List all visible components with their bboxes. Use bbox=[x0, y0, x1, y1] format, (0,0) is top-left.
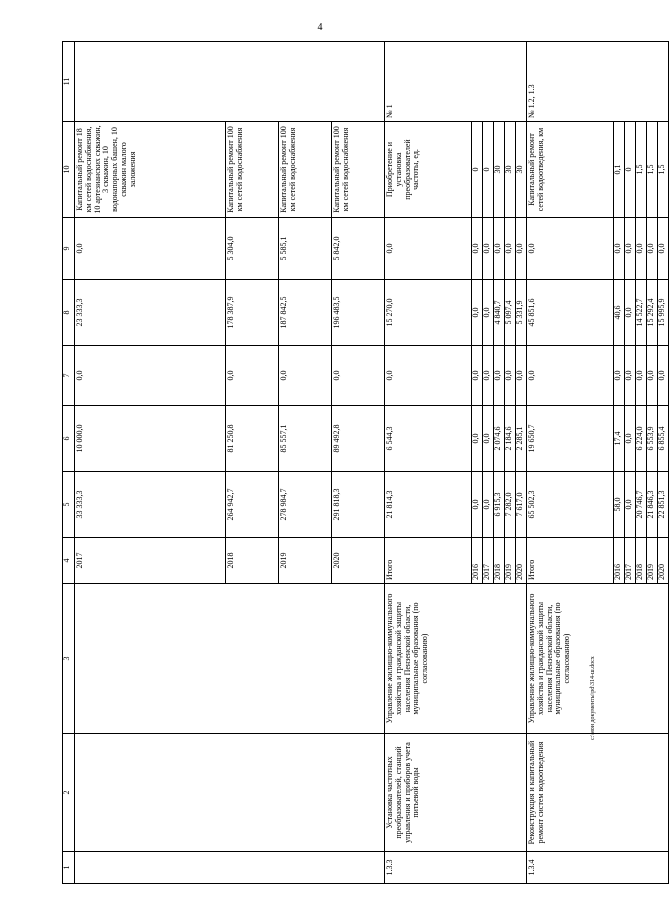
cell: 2020 bbox=[658, 538, 669, 584]
cell: 0,0 bbox=[483, 218, 494, 280]
table-row bbox=[75, 42, 226, 884]
col-num: 7 bbox=[63, 346, 75, 406]
cell: 0,0 bbox=[658, 346, 669, 406]
cell: 0,0 bbox=[483, 472, 494, 538]
cell: 0,0 bbox=[527, 218, 614, 280]
cell: 0,0 bbox=[505, 218, 516, 280]
col-num: 10 bbox=[63, 122, 75, 218]
cell: 2020 bbox=[332, 538, 385, 584]
cell: 15 995,9 bbox=[658, 280, 669, 346]
cell: 5 304,0 bbox=[226, 218, 279, 280]
cell bbox=[75, 852, 385, 884]
cell: 0,0 bbox=[625, 218, 636, 280]
cell: 20 746,7 bbox=[636, 472, 647, 538]
cell: 10 000,0 bbox=[75, 406, 226, 472]
cell: 2018 bbox=[226, 538, 279, 584]
cell: 187 842,5 bbox=[279, 280, 332, 346]
cell: 2020 bbox=[516, 538, 527, 584]
cell: 1,5 bbox=[658, 122, 669, 218]
cell: 23 333,3 bbox=[75, 280, 226, 346]
cell: 0,0 bbox=[279, 346, 332, 406]
cell: 0,0 bbox=[472, 472, 483, 538]
cell: 0,0 bbox=[472, 218, 483, 280]
item-number: 1.3.3 bbox=[385, 852, 527, 884]
target-ref: № 1.2, 1.3 bbox=[527, 42, 669, 122]
cell: 5 585,1 bbox=[279, 218, 332, 280]
file-path-footer: c:\мои документы\pd\314-ш.docx bbox=[590, 656, 596, 740]
table-row bbox=[527, 42, 614, 884]
executor-text: муниципальные образования (по согласованию) bbox=[411, 602, 430, 715]
cell: 264 942,7 bbox=[226, 472, 279, 538]
executor-cell bbox=[385, 584, 527, 734]
cell: Итого bbox=[385, 538, 472, 584]
cell: 2018 bbox=[494, 538, 505, 584]
cell: 2016 bbox=[614, 538, 625, 584]
cell: 7 617,0 bbox=[516, 472, 527, 538]
cell: 30 bbox=[516, 122, 527, 218]
cell: 2019 bbox=[279, 538, 332, 584]
cell: 4 840,7 bbox=[494, 280, 505, 346]
cell: 0,0 bbox=[494, 218, 505, 280]
cell: 1,5 bbox=[647, 122, 658, 218]
cell: 6 544,3 bbox=[385, 406, 472, 472]
col-num: 3 bbox=[63, 584, 75, 734]
page-number: 4 bbox=[317, 22, 323, 33]
cell: 0,0 bbox=[625, 406, 636, 472]
cell: 0,0 bbox=[614, 218, 625, 280]
cell bbox=[75, 734, 385, 852]
cell: 6 553,9 bbox=[647, 406, 658, 472]
cell: 15 270,0 bbox=[385, 280, 472, 346]
cell: 2 285,1 bbox=[516, 406, 527, 472]
indicator-cell: Капитальный ремонт 18 км сетей водоснабжения, 10 артезианских скважин, 3 скважин, 10 водонапорных башен, 10 скважин малого заложения bbox=[75, 122, 226, 218]
cell: 0,0 bbox=[385, 218, 472, 280]
cell: 278 984,7 bbox=[279, 472, 332, 538]
cell: 0,0 bbox=[625, 346, 636, 406]
executor-text: муниципальные образования (по согласованию) bbox=[553, 602, 572, 715]
cell: 6 915,3 bbox=[494, 472, 505, 538]
indicator-cell: Капитальный ремонт сетей водоотведения, км bbox=[527, 122, 614, 218]
col-num: 2 bbox=[63, 734, 75, 852]
cell: 0,0 bbox=[75, 218, 226, 280]
cell: 0,0 bbox=[527, 346, 614, 406]
col-num: 6 bbox=[63, 406, 75, 472]
cell: 0,0 bbox=[483, 280, 494, 346]
cell: 5 331,9 bbox=[516, 280, 527, 346]
cell: 0,0 bbox=[516, 346, 527, 406]
cell: 21 846,3 bbox=[647, 472, 658, 538]
cell: 6 224,0 bbox=[636, 406, 647, 472]
cell: 0,0 bbox=[494, 346, 505, 406]
cell: 40,6 bbox=[614, 280, 625, 346]
cell: 5 097,4 bbox=[505, 280, 516, 346]
cell: 196 483,5 bbox=[332, 280, 385, 346]
item-name: Реконструкция и капитальный ремонт систем водоотведения bbox=[527, 734, 669, 852]
cell: 0 bbox=[472, 122, 483, 218]
cell: 17,4 bbox=[614, 406, 625, 472]
cell: 15 292,4 bbox=[647, 280, 658, 346]
cell: 0,0 bbox=[472, 280, 483, 346]
cell: 21 814,3 bbox=[385, 472, 472, 538]
cell: 0,1 bbox=[614, 122, 625, 218]
cell: 85 557,1 bbox=[279, 406, 332, 472]
cell: 7 282,0 bbox=[505, 472, 516, 538]
cell bbox=[75, 584, 385, 734]
col-num: 11 bbox=[63, 42, 75, 122]
cell: 0,0 bbox=[483, 406, 494, 472]
table-row bbox=[385, 42, 472, 884]
col-num: 1 bbox=[63, 852, 75, 884]
cell: 81 250,8 bbox=[226, 406, 279, 472]
cell: 178 387,9 bbox=[226, 280, 279, 346]
cell: 0,0 bbox=[472, 346, 483, 406]
cell: 0,0 bbox=[647, 346, 658, 406]
cell: 5 842,0 bbox=[332, 218, 385, 280]
col-num: 5 bbox=[63, 472, 75, 538]
cell: 0,0 bbox=[483, 346, 494, 406]
cell: 2016 bbox=[472, 538, 483, 584]
cell: 2018 bbox=[636, 538, 647, 584]
indicator-cell: Капитальный ремонт 100 км сетей водоснабжения bbox=[332, 122, 385, 218]
cell: Итого bbox=[527, 538, 614, 584]
item-name: Установка частотных преобразователей, станций управления и приборов учета питьевой воды bbox=[385, 734, 527, 852]
cell: 2 074,6 bbox=[494, 406, 505, 472]
col-num: 9 bbox=[63, 218, 75, 280]
executor-text: Управление жилищно-коммунального хозяйства и гражданской защиты населения Пензенской области, bbox=[527, 593, 554, 724]
cell: 0,0 bbox=[658, 218, 669, 280]
cell: 30 bbox=[505, 122, 516, 218]
col-num: 8 bbox=[63, 280, 75, 346]
cell: 2019 bbox=[647, 538, 658, 584]
executor-text: Управление жилищно-коммунального хозяйства и гражданской защиты населения Пензенской области, bbox=[385, 593, 412, 724]
program-table bbox=[62, 41, 669, 884]
cell: 2019 bbox=[505, 538, 516, 584]
cell bbox=[75, 42, 385, 122]
cell: 2017 bbox=[483, 538, 494, 584]
cell: 58,0 bbox=[614, 472, 625, 538]
cell: 1,5 bbox=[636, 122, 647, 218]
cell: 0 bbox=[483, 122, 494, 218]
cell: 0,0 bbox=[647, 218, 658, 280]
cell: 0 bbox=[625, 122, 636, 218]
cell: 0,0 bbox=[614, 346, 625, 406]
cell: 2 184,6 bbox=[505, 406, 516, 472]
cell: 89 492,8 bbox=[332, 406, 385, 472]
indicator-cell: Капитальный ремонт 100 км сетей водоснабжения bbox=[279, 122, 332, 218]
cell: 0,0 bbox=[332, 346, 385, 406]
cell: 0,0 bbox=[625, 280, 636, 346]
cell: 45 851,6 bbox=[527, 280, 614, 346]
cell: 0,0 bbox=[472, 406, 483, 472]
cell: 14 522,7 bbox=[636, 280, 647, 346]
item-number: 1.3.4 bbox=[527, 852, 669, 884]
cell: 0,0 bbox=[636, 346, 647, 406]
col-num: 4 bbox=[63, 538, 75, 584]
cell: 291 818,3 bbox=[332, 472, 385, 538]
cell: 33 333,3 bbox=[75, 472, 226, 538]
cell: 0,0 bbox=[505, 346, 516, 406]
cell: 22 851,3 bbox=[658, 472, 669, 538]
cell: 65 502,3 bbox=[527, 472, 614, 538]
cell: 0,0 bbox=[226, 346, 279, 406]
cell: 6 855,4 bbox=[658, 406, 669, 472]
cell: 0,0 bbox=[636, 218, 647, 280]
target-ref: № 1 bbox=[385, 42, 527, 122]
cell: 19 650,7 bbox=[527, 406, 614, 472]
indicator-cell: Приобретение и установка преобразователей частоты, ед. bbox=[385, 122, 472, 218]
column-number-row bbox=[63, 42, 75, 884]
indicator-cell: Капитальный ремонт 100 км сетей водоснабжения bbox=[226, 122, 279, 218]
cell: 0,0 bbox=[75, 346, 226, 406]
cell: 30 bbox=[494, 122, 505, 218]
cell: 2017 bbox=[625, 538, 636, 584]
cell: 0,0 bbox=[385, 346, 472, 406]
cell: 2017 bbox=[75, 538, 226, 584]
cell: 0,0 bbox=[516, 218, 527, 280]
cell: 0,0 bbox=[625, 472, 636, 538]
